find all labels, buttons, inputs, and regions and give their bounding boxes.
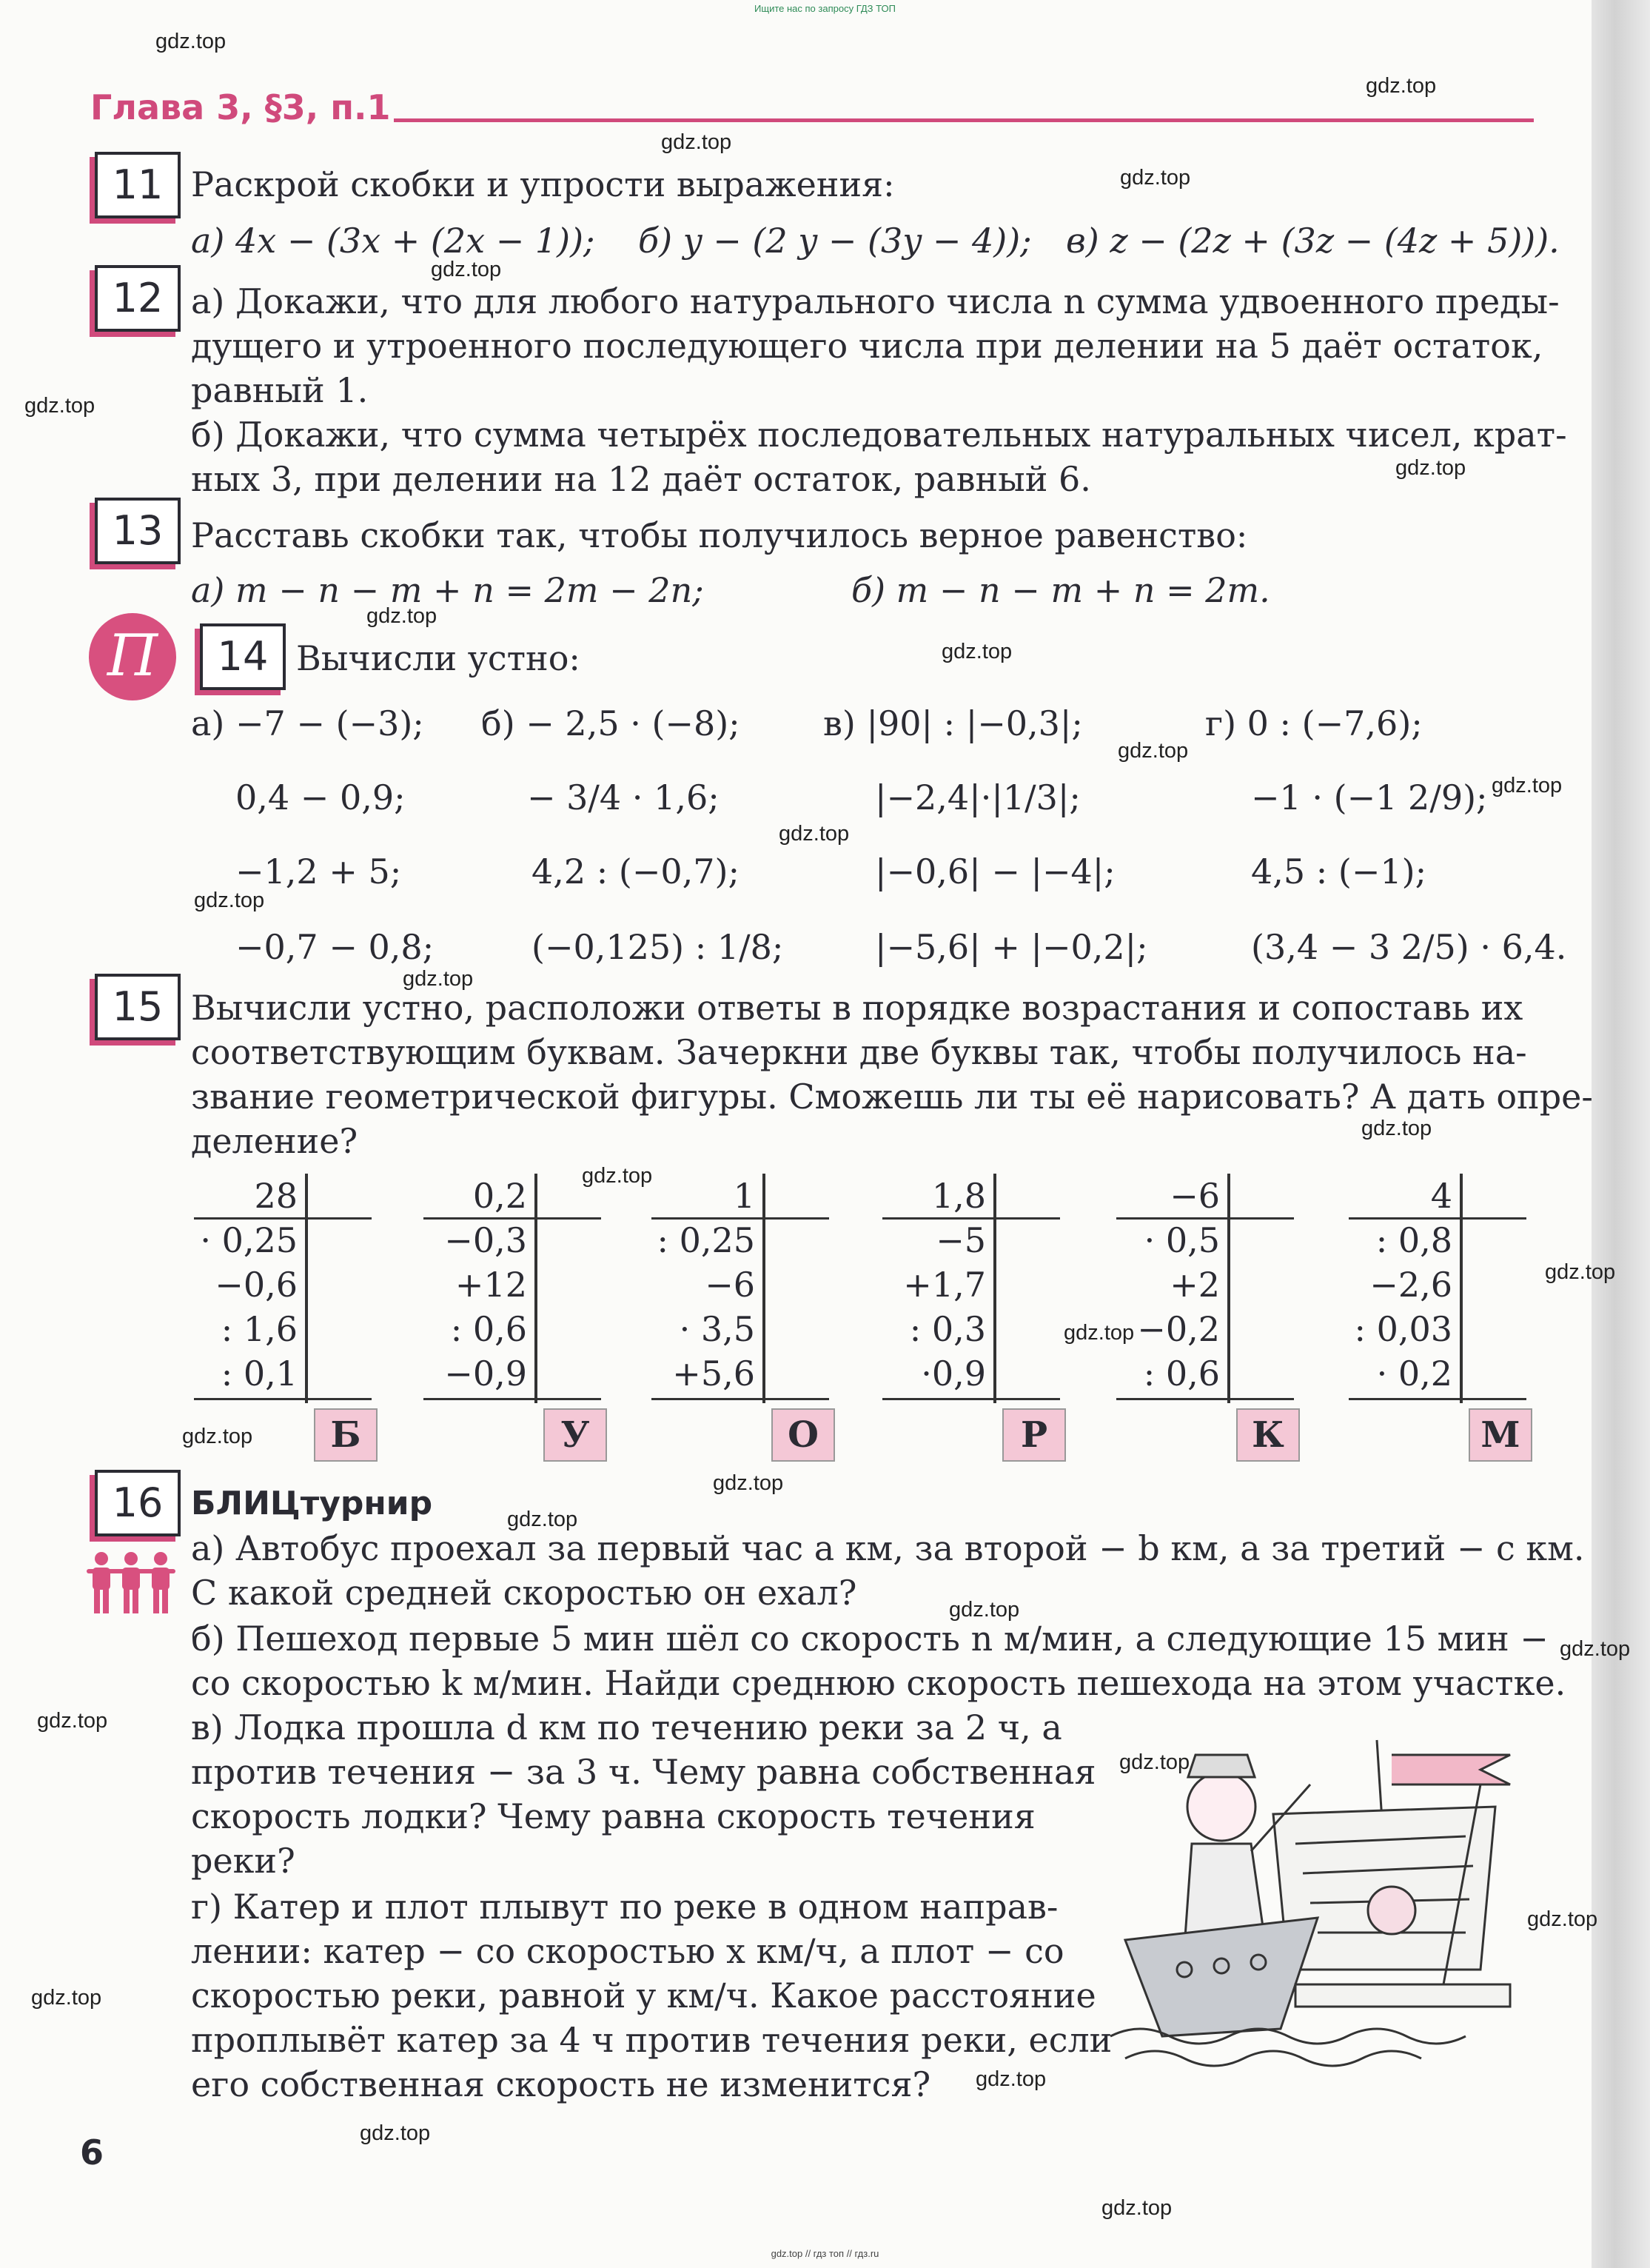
task14-r3-b: 4,2 : (−0,7); xyxy=(531,852,740,892)
top-note: Ищите нас по запросу ГДЗ ТОП xyxy=(754,3,896,14)
chain-step: −0,3 xyxy=(444,1220,527,1260)
task14-r2-a: 0,4 − 0,9; xyxy=(235,777,406,817)
watermark-text: gdz.top xyxy=(1118,739,1189,763)
chain-step: −0,2 xyxy=(1137,1309,1220,1349)
chain-divider xyxy=(305,1174,308,1403)
chain-divider xyxy=(762,1174,765,1403)
chain-step: ·0,9 xyxy=(921,1354,986,1394)
chain-step: : 0,8 xyxy=(1375,1220,1452,1260)
boat-illustration xyxy=(1096,1725,1525,2073)
chain-rule xyxy=(1349,1398,1526,1400)
task16-line: г) Катер и плот плывут по реке в одном направ- xyxy=(191,1887,1059,1927)
task16-line: проплывёт катер за 4 ч против течения реки, если xyxy=(191,2020,1113,2060)
task16-line: против течения − за 3 ч. Чему равна собственная xyxy=(191,1752,1096,1792)
task11-b: б) y − (2 y − (3y − 4)); xyxy=(638,221,1032,261)
task14-r4-b: (−0,125) : 1/8; xyxy=(531,927,784,967)
watermark-text: gdz.top xyxy=(1527,1907,1598,1931)
task14-r1-a: а) −7 − (−3); xyxy=(191,703,424,743)
answer-letter: Б xyxy=(314,1408,378,1462)
chain-step: 1 xyxy=(733,1176,755,1216)
task11-a: а) 4x − (3x + (2x − 1)); xyxy=(191,221,595,261)
task16-line: а) Автобус проехал за первый час a км, за второй − b км, а за третий − c км. xyxy=(191,1528,1585,1568)
task16-line: скоростью реки, равной y км/ч. Какое расстояние xyxy=(191,1976,1096,2016)
task16-line: его собственная скорость не изменится? xyxy=(191,2064,931,2104)
pi-icon: П xyxy=(89,613,176,700)
watermark-text: gdz.top xyxy=(360,2121,431,2145)
chain-step: +2 xyxy=(1170,1265,1220,1305)
chain-step: 28 xyxy=(254,1176,298,1216)
chain-rule xyxy=(651,1398,829,1400)
chain-step: −6 xyxy=(705,1265,755,1305)
task13-title: Расставь скобки так, чтобы получилось верное равенство: xyxy=(191,515,1248,555)
watermark-text: gdz.top xyxy=(155,30,227,53)
chain-divider xyxy=(1460,1174,1463,1403)
watermark-text: gdz.top xyxy=(942,640,1013,663)
watermark-text: gdz.top xyxy=(949,1598,1020,1622)
chain-step: −5 xyxy=(936,1220,986,1260)
watermark-text: gdz.top xyxy=(713,1471,784,1495)
chain-step: −0,6 xyxy=(215,1265,298,1305)
task14-r4-a: −0,7 − 0,8; xyxy=(235,927,435,967)
chain-rule xyxy=(194,1398,372,1400)
task12-line3: равный 1. xyxy=(191,370,369,410)
chain-rule xyxy=(1116,1398,1294,1400)
chain-step: : 0,6 xyxy=(450,1309,527,1349)
watermark-text: gdz.top xyxy=(1119,1750,1190,1774)
watermark-text: gdz.top xyxy=(1560,1637,1631,1661)
answer-letter: Р xyxy=(1002,1408,1066,1462)
chain-rule xyxy=(651,1217,829,1220)
task11-c: в) z − (2z + (3z − (4z + 5))). xyxy=(1066,221,1560,261)
chain-rule xyxy=(423,1398,601,1400)
task16-line: С какой средней скоростью он ехал? xyxy=(191,1573,857,1613)
task12-line2: дущего и утроенного последующего числа при делении на 5 даёт остаток, xyxy=(191,326,1543,366)
chain-rule xyxy=(423,1217,601,1220)
task14-r1-d: г) 0 : (−7,6); xyxy=(1205,703,1423,743)
chain-rule xyxy=(1349,1217,1526,1220)
task16-line: скорость лодки? Чему равна скорость течения xyxy=(191,1796,1036,1836)
watermark-text: gdz.top xyxy=(24,394,95,418)
watermark-text: gdz.top xyxy=(1545,1260,1616,1284)
watermark-text: gdz.top xyxy=(779,822,850,846)
watermark-text: gdz.top xyxy=(582,1164,653,1188)
chain-step: 0,2 xyxy=(472,1176,527,1216)
chain-step: : 0,6 xyxy=(1143,1354,1220,1394)
chain-rule xyxy=(194,1217,372,1220)
chain-step: +12 xyxy=(455,1265,527,1305)
task-number-12: 12 xyxy=(95,265,181,332)
task12-line5: ных 3, при делении на 12 даёт остаток, равный 6. xyxy=(191,459,1091,499)
watermark-text: gdz.top xyxy=(1395,456,1466,480)
chain-step: : 1,6 xyxy=(221,1309,298,1349)
chain-rule xyxy=(1116,1217,1294,1220)
task15-line1: Вычисли устно, расположи ответы в порядке возрастания и сопоставь их xyxy=(191,988,1523,1028)
watermark-text: gdz.top xyxy=(1366,74,1437,98)
task16-title: БЛИЦтурнир xyxy=(191,1485,433,1522)
task15-line3: звание геометрической фигуры. Сможешь ли ты её нарисовать? А дать опре- xyxy=(191,1077,1593,1117)
watermark-text: gdz.top xyxy=(1361,1117,1432,1140)
watermark-text: gdz.top xyxy=(182,1425,253,1448)
chain-step: +1,7 xyxy=(903,1265,986,1305)
task13-a: а) m − n − m + n = 2m − 2n; xyxy=(191,570,704,610)
task14-r1-c: в) |90| : |−0,3|; xyxy=(823,703,1083,743)
page-edge-shadow xyxy=(1592,0,1650,2268)
chain-step: −2,6 xyxy=(1369,1265,1452,1305)
watermark-text: gdz.top xyxy=(366,604,437,628)
task12-line1: а) Докажи, что для любого натурального числа n сумма удвоенного преды- xyxy=(191,281,1560,321)
task14-r1-b: б) − 2,5 · (−8); xyxy=(481,703,740,743)
task15-line2: соответствующим буквам. Зачеркни две буквы так, чтобы получилось на- xyxy=(191,1032,1527,1072)
chain-step: · 0,5 xyxy=(1144,1220,1220,1260)
watermark-text: gdz.top xyxy=(976,2067,1047,2091)
chain-divider xyxy=(1227,1174,1230,1403)
chain-step: · 0,2 xyxy=(1376,1354,1452,1394)
chain-rule xyxy=(882,1398,1060,1400)
task16-line: б) Пешеход первые 5 мин шёл со скорость n м/мин, а следующие 15 мин − xyxy=(191,1619,1549,1659)
chain-step: : 0,25 xyxy=(657,1220,755,1260)
watermark-text: gdz.top xyxy=(1064,1321,1135,1345)
task14-r2-c: |−2,4|·|1/3|; xyxy=(875,777,1081,817)
answer-letter: У xyxy=(543,1408,607,1462)
watermark-text: gdz.top xyxy=(1101,2196,1173,2220)
chain-step: : 0,03 xyxy=(1354,1309,1452,1349)
chain-divider xyxy=(993,1174,996,1403)
task11-title: Раскрой скобки и упрости выражения: xyxy=(191,164,895,204)
chain-step: +5,6 xyxy=(672,1354,755,1394)
chain-step: : 0,1 xyxy=(221,1354,298,1394)
task16-line: реки? xyxy=(191,1841,295,1881)
task14-r2-b: − 3/4 · 1,6; xyxy=(527,777,720,817)
task-number-14: 14 xyxy=(200,623,286,690)
task16-line: в) Лодка прошла d км по течению реки за 2 ч, а xyxy=(191,1707,1062,1747)
task14-title: Вычисли устно: xyxy=(296,638,580,678)
task-number-15: 15 xyxy=(95,974,181,1040)
bottom-note: gdz.top // гдз топ // гдз.ru xyxy=(771,2248,879,2259)
task16-line: лении: катер − со скоростью x км/ч, а плот − со xyxy=(191,1931,1064,1971)
chapter-rule xyxy=(394,118,1534,122)
answer-letter: О xyxy=(771,1408,835,1462)
watermark-text: gdz.top xyxy=(1120,166,1191,190)
chain-step: 4 xyxy=(1430,1176,1452,1216)
task16-line: со скоростью k м/мин. Найди среднюю скорость пешехода на этом участке. xyxy=(191,1663,1566,1703)
task14-r3-a: −1,2 + 5; xyxy=(235,852,402,892)
task-number-16: 16 xyxy=(95,1470,181,1536)
chain-step: · 3,5 xyxy=(679,1309,755,1349)
watermark-text: gdz.top xyxy=(661,130,732,154)
watermark-text: gdz.top xyxy=(37,1709,108,1733)
chain-step: 1,8 xyxy=(931,1176,986,1216)
chain-step: · 0,25 xyxy=(200,1220,298,1260)
watermark-text: gdz.top xyxy=(507,1508,578,1531)
chain-rule xyxy=(882,1217,1060,1220)
answer-letter: К xyxy=(1236,1408,1300,1462)
chain-step: : 0,3 xyxy=(909,1309,986,1349)
watermark-text: gdz.top xyxy=(194,889,265,912)
task15-line4: деление? xyxy=(191,1121,358,1161)
chapter-heading: Глава 3, §3, п.1 xyxy=(90,87,391,127)
watermark-text: gdz.top xyxy=(431,258,502,281)
task-number-13: 13 xyxy=(95,498,181,564)
task14-r3-c: |−0,6| − |−4|; xyxy=(875,852,1116,892)
people-icon xyxy=(87,1551,175,1616)
task-number-11: 11 xyxy=(95,152,181,218)
chain-divider xyxy=(534,1174,537,1403)
watermark-text: gdz.top xyxy=(1492,774,1563,797)
task14-r2-d: −1 · (−1 2/9); xyxy=(1251,777,1488,817)
task12-line4: б) Докажи, что сумма четырёх последовательных натуральных чисел, крат- xyxy=(191,415,1567,455)
watermark-text: gdz.top xyxy=(403,967,474,991)
task14-r4-c: |−5,6| + |−0,2|; xyxy=(875,927,1148,967)
watermark-text: gdz.top xyxy=(31,1986,102,2010)
chain-step: −6 xyxy=(1170,1176,1220,1216)
task14-r3-d: 4,5 : (−1); xyxy=(1251,852,1427,892)
task13-b: б) m − n − m + n = 2m. xyxy=(851,570,1270,610)
task14-r4-d: (3,4 − 3 2/5) · 6,4. xyxy=(1251,927,1567,967)
chain-step: −0,9 xyxy=(444,1354,527,1394)
answer-letter: М xyxy=(1469,1408,1532,1462)
page-number: 6 xyxy=(80,2132,104,2172)
